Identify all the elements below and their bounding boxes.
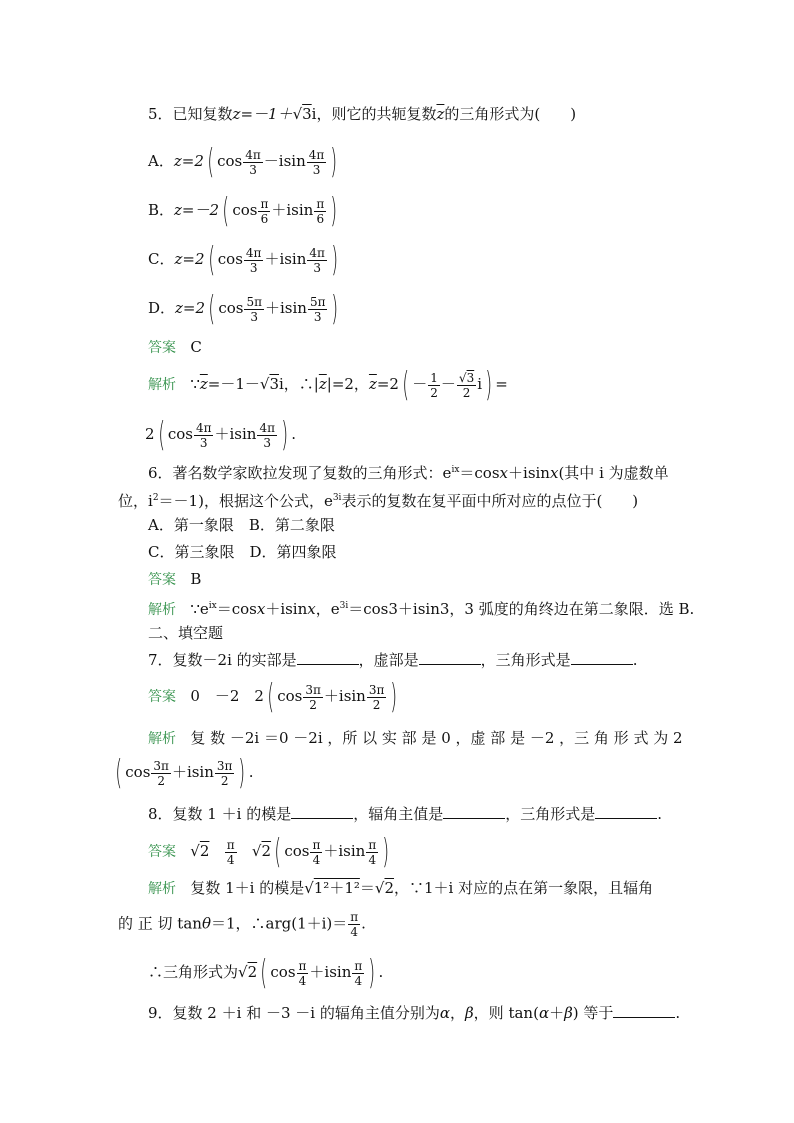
q5-answer [148, 337, 202, 358]
analysis-label: 解析 [148, 731, 176, 747]
q7-analysis-line2: ( cos $\frac{3\pi}{2}$ ＋isin $\frac{3\pi}{2}$ ) . [115, 753, 254, 793]
q6-answer [148, 569, 201, 590]
q8-analysis-line2: 的 正 切 tanθ＝1，∴arg(1＋i)＝ $\frac{\pi}{4}$ . [118, 910, 366, 939]
q5-analysis-line2: 2( cos $\frac{4\pi}{3}$ ＋isin $\frac{4\pi}{3}$ ) . [145, 415, 297, 455]
fraction: $\frac{\pi}{4}$ [312, 837, 321, 867]
fraction: $\frac{4\pi}{3}$ [308, 147, 325, 177]
q5-analysis-line1: 解析 $\because\overline{z}=-1-√3i$，$\therefore|\overline{z}|=2$，$\overline{z}=2$( － $\frac{1}{2}$ － $\frac{√3}{2}$ i) = [148, 365, 508, 405]
cos-text: cos [232, 201, 258, 219]
option-label: D． [148, 299, 176, 317]
q6-options-cd: C．第三象限 D．第四象限 [148, 543, 337, 561]
q5-stem: 5．已知复数z=－1＋√3i，则它的共轭复数$\overline{z}$的三角形式为( ) [148, 105, 577, 123]
fraction: $\frac{√3}{2}$ [458, 370, 475, 400]
fraction: $\frac{5\pi}{3}$ [246, 294, 262, 324]
fraction: $\frac{3\pi}{2}$ [153, 758, 169, 788]
q6-stem-line2: 位，$i^2=-1$)，根据这个公式，$e^{3i}$表示的复数在复平面中所对应的点位于( ) [118, 492, 639, 510]
fraction: $\frac{\pi}{4}$ [298, 958, 307, 988]
option-label: C． [148, 250, 175, 268]
fraction: $\frac{3\pi}{2}$ [305, 682, 321, 712]
answer-value: B [190, 570, 202, 588]
fraction: $\frac{4\pi}{3}$ [245, 245, 262, 275]
option-lhs: z=2 [175, 299, 206, 317]
fraction: $\frac{\pi}{4}$ [350, 910, 359, 939]
isin-text: ＋isin [271, 201, 314, 219]
q9-stem: 9．复数 2 ＋i 和 －3 －i 的辐角主值分别为α，β，则 tan(α＋β) 等于 . [148, 1004, 681, 1022]
fraction: $\frac{\pi}{4}$ [368, 837, 377, 867]
q6-options-ab: A．第一象限 B．第二象限 [148, 516, 335, 534]
answer-label: 答案 [148, 844, 176, 860]
answer-value: C [190, 338, 202, 356]
q8-stem: 8．复数 1 ＋i 的模是 ，辐角主值是 ，三角形式是 . [148, 805, 663, 823]
option-lhs: z=－2 [174, 201, 220, 219]
q5-option-a: A．z=2( cos $\frac{4\pi}{3}$ －isin $\frac{4\pi}{3}$ ) [148, 142, 338, 182]
fill-blank[interactable] [443, 804, 505, 819]
fraction: $\frac{3\pi}{2}$ [368, 682, 385, 712]
q7-answer: 答案 0 －2 2( cos $\frac{3\pi}{2}$ ＋isin $\frac{3\pi}{2}$ ) [148, 677, 398, 717]
cos-text: cos [217, 152, 243, 170]
q5-stem-text: 5．已知复数 [148, 105, 233, 123]
fraction: $\frac{3\pi}{2}$ [216, 758, 233, 788]
fraction: $\frac{5\pi}{3}$ [309, 294, 326, 324]
fraction: $\frac{\pi}{6}$ [316, 196, 325, 226]
q7-stem: 7．复数－2i 的实部是 ，虚部是 ，三角形式是 . [148, 651, 638, 669]
q8-answer: 答案 √2 $\frac{\pi}{4}$ √2( cos $\frac{\pi}{4}$ ＋isin $\frac{\pi}{4}$ ) [148, 832, 390, 872]
answer-label: 答案 [148, 689, 176, 705]
q8-analysis-line3: ∴三角形式为√2( cos $\frac{\pi}{4}$ ＋isin $\frac{\pi}{4}$ ) . [148, 953, 384, 993]
option-label: A． [148, 152, 174, 170]
answer-label: 答案 [148, 340, 176, 356]
q5-option-d: D．z=2( cos $\frac{5\pi}{3}$ ＋isin $\frac{5\pi}{3}$ ) [148, 289, 339, 329]
fraction: $\frac{4\pi}{3}$ [309, 245, 325, 275]
q7-analysis-line1: 解析 复 数 －2i ＝0 －2i ，所 以 实 部 是 0 ，虚 部 是 －2 ，三 角 形 式 为 2 [148, 729, 683, 747]
fill-blank[interactable] [291, 804, 353, 819]
q5-z-expr: z=－1＋ [232, 105, 293, 123]
q6-stem-line1: 6．著名数学家欧拉发现了复数的三角形式：$e^{ix}=\cos x+isinx$(其中 i 为虚数单 [148, 464, 669, 482]
fill-blank[interactable] [571, 650, 633, 665]
section-heading: 二、填空题 [148, 624, 224, 642]
q5-conj: $\overline{z}$ [436, 105, 445, 123]
fill-blank[interactable] [595, 804, 657, 819]
q5-option-b: B．z=－2( cos $\frac{\pi}{6}$ ＋isin $\frac{\pi}{6}$ ) [148, 191, 338, 231]
fraction: $\frac{\pi}{6}$ [260, 196, 269, 226]
fraction: $\frac{4\pi}{3}$ [245, 147, 261, 177]
fraction: $\frac{\pi}{4}$ [226, 837, 235, 867]
q5-stem-text2: i，则它的共轭复数 [311, 105, 437, 123]
q5-sqrt: 3 [302, 105, 312, 123]
option-label: B． [148, 201, 175, 219]
fraction: $\frac{1}{2}$ [430, 370, 438, 400]
isin-text: －isin [263, 152, 306, 170]
fill-blank[interactable] [419, 650, 481, 665]
analysis-label: 解析 [148, 881, 176, 897]
q8-analysis-line1: 解析 复数 1＋i 的模是√1²＋1²＝√2，∵1＋i 对应的点在第一象限，且辐角 [148, 879, 654, 897]
fill-blank[interactable] [297, 650, 359, 665]
option-lhs: z=2 [173, 152, 204, 170]
isin-text: ＋isin [264, 299, 307, 317]
q6-analysis: 解析 $\because e^{ix}=\cos x+isinx$，$e^{3i}=\cos 3+isin3$，3 弧度的角终边在第二象限．选 B. [148, 600, 695, 618]
fraction: $\frac{4\pi}{3}$ [195, 420, 212, 450]
answer-label: 答案 [148, 572, 176, 588]
cos-text: cos [218, 299, 244, 317]
fraction: $\frac{4\pi}{3}$ [259, 420, 275, 450]
q5-stem-text3: 的三角形式为( ) [444, 105, 577, 123]
cos-text: cos [217, 250, 243, 268]
isin-text: ＋isin [264, 250, 307, 268]
fill-blank[interactable] [613, 1003, 675, 1018]
fraction: $\frac{\pi}{4}$ [354, 958, 363, 988]
analysis-label: 解析 [148, 377, 176, 393]
analysis-label: 解析 [148, 602, 176, 618]
q5-option-c: C．z=2( cos $\frac{4\pi}{3}$ ＋isin $\frac{4\pi}{3}$ ) [148, 240, 338, 280]
option-lhs: z=2 [174, 250, 205, 268]
